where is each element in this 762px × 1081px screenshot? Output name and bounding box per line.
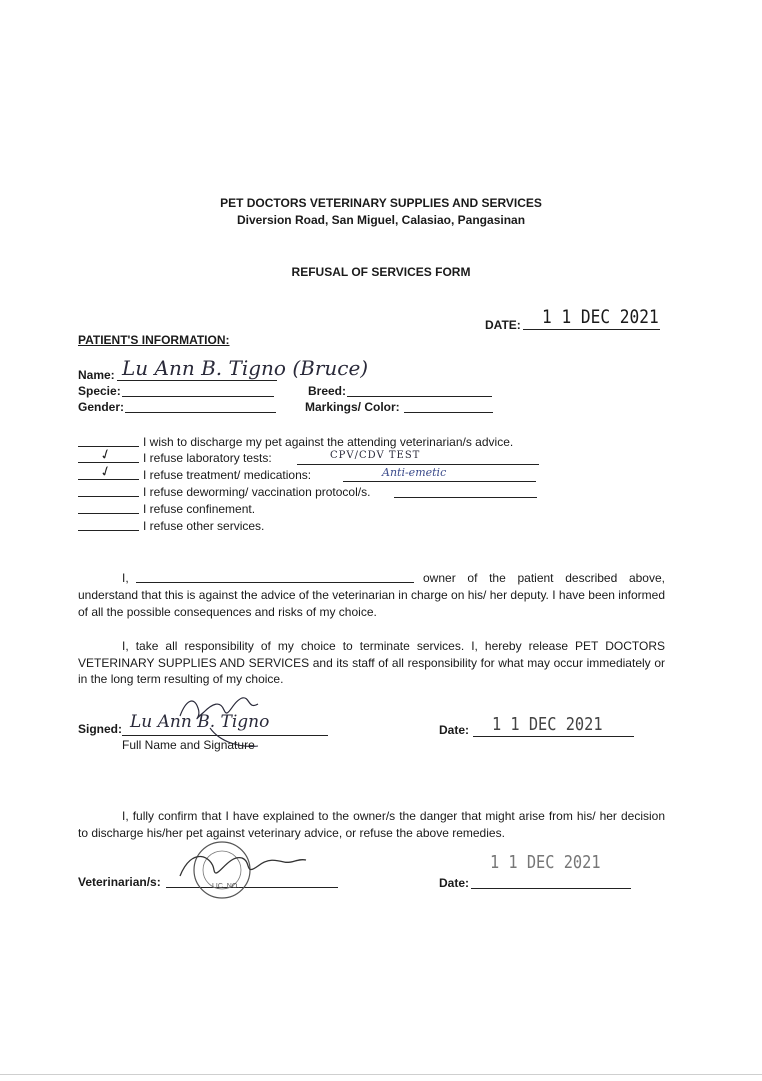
refusal-check-line[interactable] (78, 530, 139, 531)
vet-date-line[interactable] (471, 888, 631, 889)
signed-date-label: Date: (439, 723, 470, 737)
name-line (117, 380, 277, 381)
statement1-text: understand that this is against the advice of the veterinarian in charge on his/ her deputy. I have been informed of all the possible consequences and risks of my choice. (78, 588, 665, 619)
name-handwritten-value: Lu Ann B. Tigno (Bruce) (122, 356, 369, 380)
date-stamp: 1 1 DEC 2021 (542, 306, 659, 328)
gender-line (125, 412, 276, 413)
vet-label: Veterinarian/s: (78, 875, 161, 889)
detail-line (297, 464, 539, 465)
refusal-option-text: I refuse treatment/ medications: (143, 468, 312, 482)
vet-seal-and-signature (172, 836, 322, 902)
owner-signature: Lu Ann B. Tigno (130, 712, 270, 732)
check-mark: ✓ (97, 461, 114, 481)
company-address: Diversion Road, San Miguel, Calasiao, Pangasinan (236, 213, 526, 227)
name-label: Name: (78, 368, 115, 382)
signed-date-line[interactable] (473, 736, 634, 737)
signed-label: Signed: (78, 722, 122, 736)
statement2-text: I, take all responsibility of my choice to terminate services. I, hereby release PET DOCTORS VETERINARY SUPPLIES AND SERVICES and its staff of all responsibility for what may occur immediately or in the long term resulting of my choice. (78, 639, 665, 686)
refusal-option-text: I refuse deworming/ vaccination protocol/s. (143, 485, 371, 499)
breed-line (347, 396, 492, 397)
vet-date-stamp: 1 1 DEC 2021 (490, 852, 601, 873)
detail-line (394, 497, 537, 498)
patient-info-heading: PATIENT'S INFORMATION: (78, 333, 230, 347)
refusal-option-text: I refuse other services. (143, 519, 265, 533)
refusal-check-line[interactable] (78, 496, 139, 497)
statement1-pronoun: I, (122, 571, 129, 585)
check-mark: ✓ (97, 444, 114, 464)
signed-date-stamp: 1 1 DEC 2021 (492, 714, 603, 735)
signature-caption: Full Name and Signature (122, 738, 255, 752)
date-line (523, 329, 660, 330)
markings-label: Markings/ Color: (305, 400, 400, 414)
seal-text: LIC. NO. (212, 883, 240, 890)
date-label: DATE: (485, 318, 521, 332)
refusal-option-text: I wish to discharge my pet against the attending veterinarian/s advice. (143, 435, 514, 449)
gender-label: Gender: (78, 400, 125, 414)
refusal-check-line[interactable] (78, 513, 139, 514)
specie-label: Specie: (78, 384, 121, 398)
statement3-text: I, fully confirm that I have explained to the owner/s the danger that might arise from his/ her decision to discharge his/her pet against veterinary advice, or refuse the above remedies. (78, 809, 665, 840)
owner-name-line[interactable] (136, 582, 414, 583)
vet-date-label: Date: (439, 876, 470, 890)
markings-line (404, 412, 493, 413)
statement2-body (78, 638, 665, 688)
statement1-first-line: owner of the patient described above, (423, 571, 665, 585)
breed-label: Breed: (308, 384, 347, 398)
detail-line (343, 481, 536, 482)
lab-test-detail: CPV/CDV TEST (330, 450, 421, 461)
specie-line (122, 396, 274, 397)
refusal-option-text: I refuse confinement. (143, 502, 256, 516)
refusal-option-text: I refuse laboratory tests: (143, 451, 272, 465)
statement1-body (78, 587, 665, 620)
medication-detail: Anti-emetic (382, 466, 447, 479)
form-title: REFUSAL OF SERVICES FORM (291, 265, 471, 279)
company-name: PET DOCTORS VETERINARY SUPPLIES AND SERVICES (220, 196, 542, 210)
statement3-body (78, 808, 665, 841)
